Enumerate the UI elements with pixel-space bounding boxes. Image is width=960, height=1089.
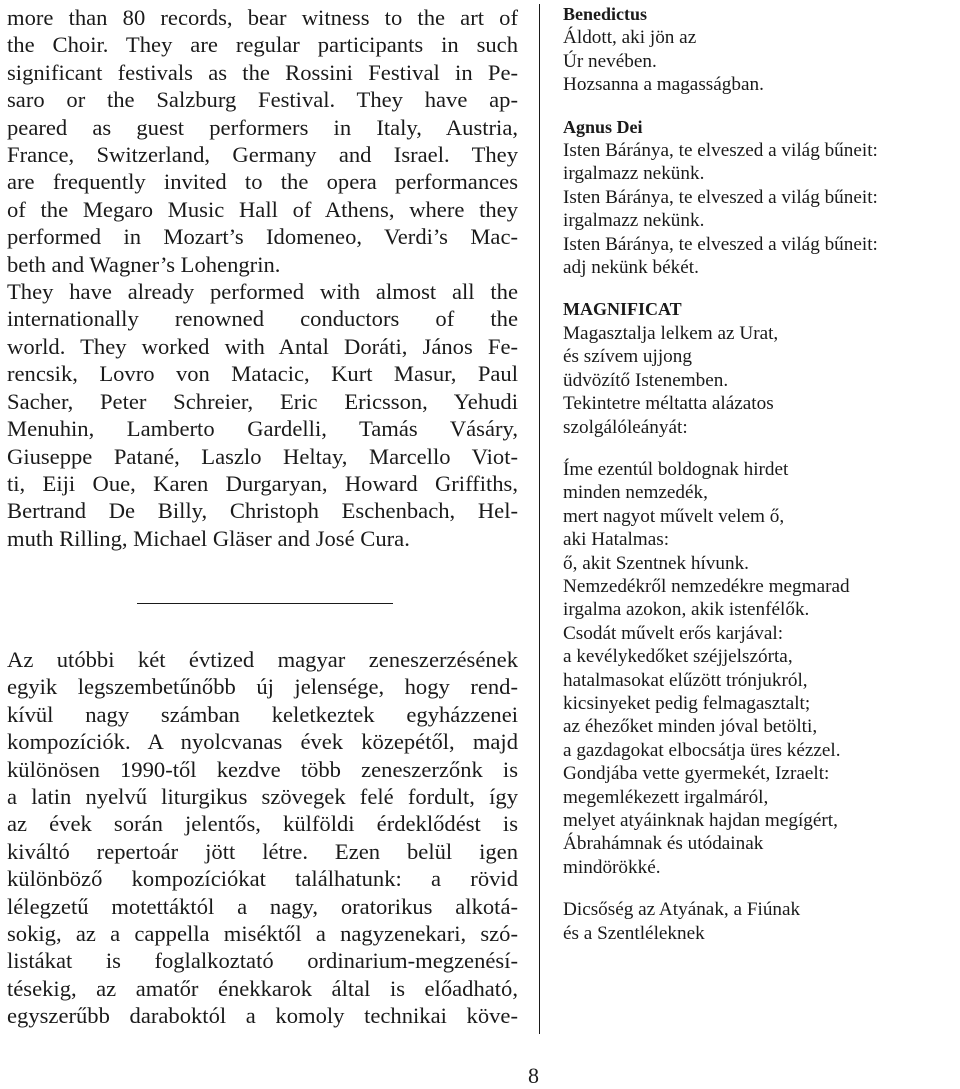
text-line: significant festivals as the Rossini Festival in Pe- [7, 59, 518, 85]
text-line: world. They worked with Antal Doráti, János Fe- [7, 333, 518, 359]
text-line: Menuhin, Lamberto Gardelli, Tamás Vásáry, [7, 416, 518, 442]
text-line: Isten Báránya, te elveszed a világ bűneit: [563, 186, 878, 208]
hungarian-text-column [7, 646, 518, 1030]
text-line: They have already performed with almost all the [7, 279, 518, 305]
text-line: irgalma azokon, akik istenfélők. [563, 599, 810, 621]
text-line: üdvözítő Istenemben. [563, 369, 729, 391]
text-line: Bertrand De Billy, Christoph Eschenbach, Hel- [7, 498, 518, 524]
text-line: irgalmazz nekünk. [563, 210, 705, 232]
text-line: egyszerűbb daraboktól a komoly technikai köve- [7, 1003, 518, 1029]
text-line: Magasztalja lelkem az Urat, [563, 322, 779, 344]
text-line: kicsinyeket pedig felmagasztalt; [563, 692, 811, 714]
text-line: Hozsanna a magasságban. [563, 74, 764, 96]
text-line: tésekig, az amatőr énekkarok által is előadható, [7, 975, 518, 1001]
text-line: ő, akit Szentnek hívunk. [563, 552, 749, 574]
text-line: beth and Wagner’s Lohengrin. [7, 251, 281, 277]
magnificat-stanza-2 [563, 458, 958, 879]
text-line: a latin nyelvű liturgikus szövegek felé fordult, így [7, 784, 518, 810]
text-line: Dicsőség az Atyának, a Fiúnak [563, 899, 801, 921]
agnus-dei-heading: Agnus Dei [563, 116, 643, 137]
text-line: az éhezőket minden jóval betölti, [563, 716, 818, 738]
english-paragraph [7, 4, 518, 552]
text-line: Tekintetre méltatta alázatos [563, 393, 774, 415]
magnificat-stanza-3 [563, 898, 958, 945]
text-line: és szívem ujjong [563, 346, 692, 368]
text-line: az évek során jelentős, külföldi érdeklődést is [7, 811, 518, 837]
column-divider [539, 4, 540, 1034]
benedictus-heading: Benedictus [563, 4, 648, 24]
text-line: rencsik, Lovro von Matacic, Kurt Masur, Paul [7, 361, 518, 387]
text-line: megemlékezett irgalmáról, [563, 786, 769, 808]
text-line: mindörökké. [563, 856, 661, 878]
magnificat-heading: MAGNIFICAT [563, 299, 682, 320]
magnificat-stanza-1 [563, 322, 958, 439]
magnificat-section [563, 298, 958, 945]
text-line: mert nagyot művelt velem ő, [563, 505, 785, 527]
text-line: sokig, az a cappella miséktől a nagyzenekari, szó- [7, 921, 518, 947]
section-divider-rule [137, 603, 393, 604]
text-line: listákat is foglalkoztató ordinarium-megzenésí- [7, 948, 518, 974]
text-line: Áldott, aki jön az [563, 27, 697, 49]
text-line: Nemzedékről nemzedékre megmarad [563, 575, 850, 597]
hungarian-paragraph [7, 646, 518, 1030]
text-line: lélegzetű motettáktól a nagy, oratorikus alkotá- [7, 893, 518, 919]
benedictus-section [563, 3, 958, 97]
text-line: adj nekünk békét. [563, 257, 699, 279]
text-line: kompozíciók. A nyolcvanas évek közepétől, majd [7, 729, 518, 755]
text-line: különösen 1990-től kezdve több zeneszerzőnk is [7, 756, 518, 782]
text-line: aki Hatalmas: [563, 529, 670, 551]
text-line: Isten Báránya, te elveszed a világ bűneit: [563, 140, 878, 162]
text-line: saro or the Salzburg Festival. They have ap- [7, 87, 518, 113]
text-line: különböző kompozíciókat találhatunk: a rövid [7, 866, 518, 892]
text-line: Gondjába vette gyermekét, Izraelt: [563, 763, 830, 785]
text-line: hatalmasokat elűzött trónjukról, [563, 669, 808, 691]
page-number: 8 [528, 1063, 539, 1088]
text-line: Csodát művelt erős karjával: [563, 622, 784, 644]
text-line: Az utóbbi két évtized magyar zeneszerzésének [7, 647, 518, 672]
text-line: szolgálóleányát: [563, 416, 688, 438]
text-line: Giuseppe Patané, Laszlo Heltay, Marcello Viot- [7, 443, 518, 469]
text-line: irgalmazz nekünk. [563, 163, 705, 185]
text-line: kiváltó repertoár jött létre. Ezen belül igen [7, 838, 518, 864]
text-line: performed in Mozart’s Idomeneo, Verdi’s Mac- [7, 224, 518, 250]
text-line: a kevélykedőket széjjelszórta, [563, 646, 793, 668]
text-line: muth Rilling, Michael Gläser and José Cura. [7, 525, 410, 551]
text-line: are frequently invited to the opera performances [7, 169, 518, 195]
text-line: és a Szentléleknek [563, 922, 705, 944]
text-line: minden nemzedék, [563, 482, 708, 504]
liturgical-text-column [563, 3, 958, 964]
text-line: egyik legszembetűnőbb új jelensége, hogy rend- [7, 674, 518, 700]
text-line: France, Switzerland, Germany and Israel. They [7, 142, 518, 168]
text-line: more than 80 records, bear witness to the art of [7, 5, 518, 30]
agnus-dei-section [563, 116, 958, 280]
text-line: peared as guest performers in Italy, Austria, [7, 114, 518, 140]
text-line: a gazdagokat elbocsátja üres kézzel. [563, 739, 841, 761]
text-line: the Choir. They are regular participants in such [7, 32, 518, 58]
text-line: Íme ezentúl boldognak hirdet [563, 458, 789, 480]
text-line: ti, Eiji Oue, Karen Durgaryan, Howard Griffiths, [7, 470, 518, 496]
text-line: Isten Báránya, te elveszed a világ bűneit: [563, 233, 878, 255]
text-line: kívül nagy számban keletkeztek egyházzenei [7, 701, 518, 727]
text-line: of the Megaro Music Hall of Athens, where they [7, 196, 518, 222]
text-line: Ábrahámnak és utódainak [563, 833, 764, 855]
text-line: internationally renowned conductors of the [7, 306, 518, 332]
english-text-column [7, 4, 518, 552]
text-line: Sacher, Peter Schreier, Eric Ericsson, Yehudi [7, 388, 518, 414]
text-line: Úr nevében. [563, 50, 657, 72]
text-line: melyet atyáinknak hajdan megígért, [563, 810, 838, 831]
